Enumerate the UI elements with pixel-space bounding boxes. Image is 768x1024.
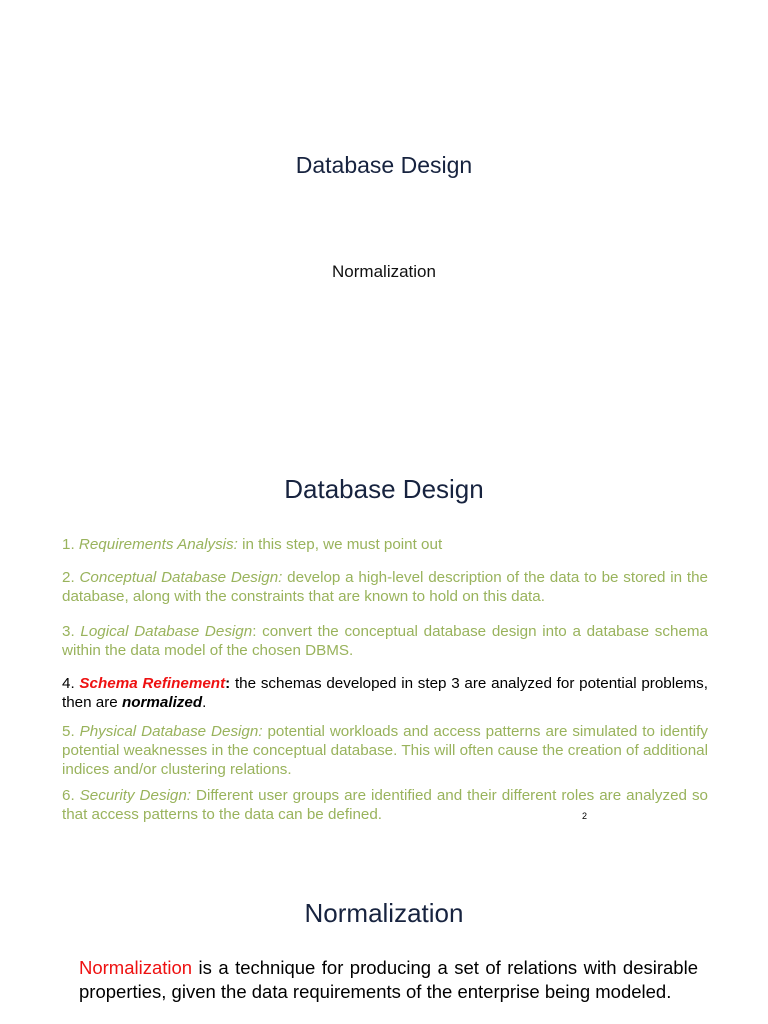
step-text: : convert the conceptual database design into a database schema within the data model of the chosen DBMS. [62,623,708,659]
step-colon: : [225,675,231,692]
step-number: 4. [62,675,80,692]
slide-3-title: Normalization [304,898,464,928]
step-logical-design [62,622,708,660]
step-number: 6. [62,787,80,804]
normalization-definition [79,956,698,1004]
step-term: Physical Database Design: [79,723,263,740]
step-number: 1. [62,536,79,553]
step-text: the schemas developed in step 3 are analyzed for potential problems, then are [62,675,708,711]
step-text: in this step, we must point out [237,536,443,553]
step-requirements-analysis [62,535,708,554]
step-term: Security Design: [79,787,192,804]
step-text: potential workloads and access patterns are simulated to identify potential weaknesses in the conceptual database. This will often cause the creation of additional indices and/or clustering relations. [62,723,708,778]
slide-normalization [0,860,768,1024]
slide-title [0,0,768,420]
step-security-design [62,786,708,824]
slide-database-design [0,420,768,860]
step-physical-design [62,722,708,779]
step-term: Requirements Analysis: [78,536,238,553]
slide-2-title: Database Design [284,474,484,504]
step-number: 2. [62,569,80,586]
step-conceptual-design [62,568,708,606]
step-text: develop a high-level description of the data to be stored in the database, along with the constraints that are known to hold on this data. [62,569,708,605]
page-number: 2 [582,811,588,821]
step-term: Conceptual Database Design: [79,569,283,586]
step-text: Different user groups are identified and their different roles are analyzed so that access patterns to the data can be defined. [62,787,709,823]
slide-1-title: Database Design [295,152,473,178]
step-number: 3. [62,623,81,640]
step-term: Logical Database Design [80,623,253,640]
step-schema-refinement [62,674,708,712]
step-term: Schema Refinement [79,675,226,692]
step-emphasis: normalized [121,694,203,711]
step-number: 5. [62,723,80,740]
step-end: . [202,694,207,711]
definition-term: Normalization [79,957,193,978]
slide-1-subtitle: Normalization [332,262,436,281]
definition-text: is a technique for producing a set of relations with desirable properties, given the data requirements of the enterprise being modeled. [79,957,698,1002]
